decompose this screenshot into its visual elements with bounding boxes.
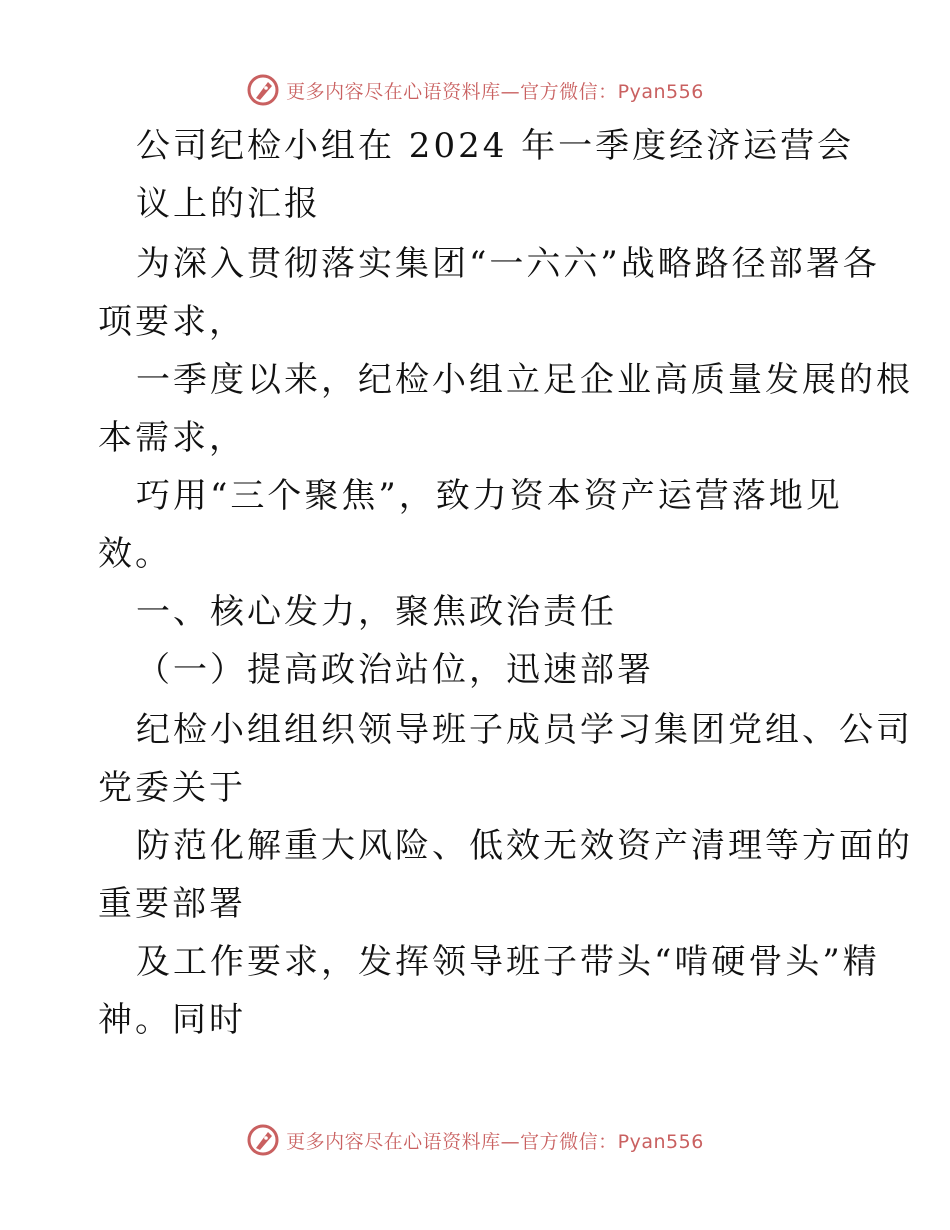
- subsection-heading: （一）提高政治站位，迅速部署: [136, 650, 654, 690]
- paragraph-line: 重要部署: [98, 884, 246, 924]
- pen-nib-logo-icon: [246, 73, 280, 107]
- paragraph-line: 党委关于: [98, 768, 246, 808]
- title-line-2: 议上的汇报: [136, 184, 321, 224]
- paragraph-line: 巧用“三个聚焦”，致力资本资产运营落地见: [136, 476, 843, 516]
- section-heading: 一、核心发力，聚焦政治责任: [136, 592, 617, 632]
- footer-watermark-banner: [0, 1122, 950, 1158]
- watermark-text: 更多内容尽在心语资料库—官方微信：Pyan556: [286, 80, 704, 103]
- pen-nib-logo-icon: [246, 1123, 280, 1157]
- paragraph-line: 一季度以来，纪检小组立足企业高质量发展的根: [136, 360, 913, 400]
- title-line-1: 公司纪检小组在 2024 年一季度经济运营会: [136, 126, 855, 166]
- paragraph-line: 及工作要求，发挥领导班子带头“啃硬骨头”精: [136, 942, 880, 982]
- paragraph-line: 效。: [98, 534, 172, 574]
- paragraph-line: 防范化解重大风险、低效无效资产清理等方面的: [136, 826, 913, 866]
- paragraph-line: 神。同时: [98, 1000, 246, 1040]
- paragraph-line: 项要求，: [98, 302, 246, 342]
- paragraph-line: 纪检小组组织领导班子成员学习集团党组、公司: [136, 710, 913, 750]
- paragraph-line: 为深入贯彻落实集团“一六六”战略路径部署各: [136, 244, 880, 284]
- header-watermark-banner: [0, 72, 950, 108]
- watermark-text: 更多内容尽在心语资料库—官方微信：Pyan556: [286, 1130, 704, 1153]
- paragraph-line: 本需求，: [98, 418, 246, 458]
